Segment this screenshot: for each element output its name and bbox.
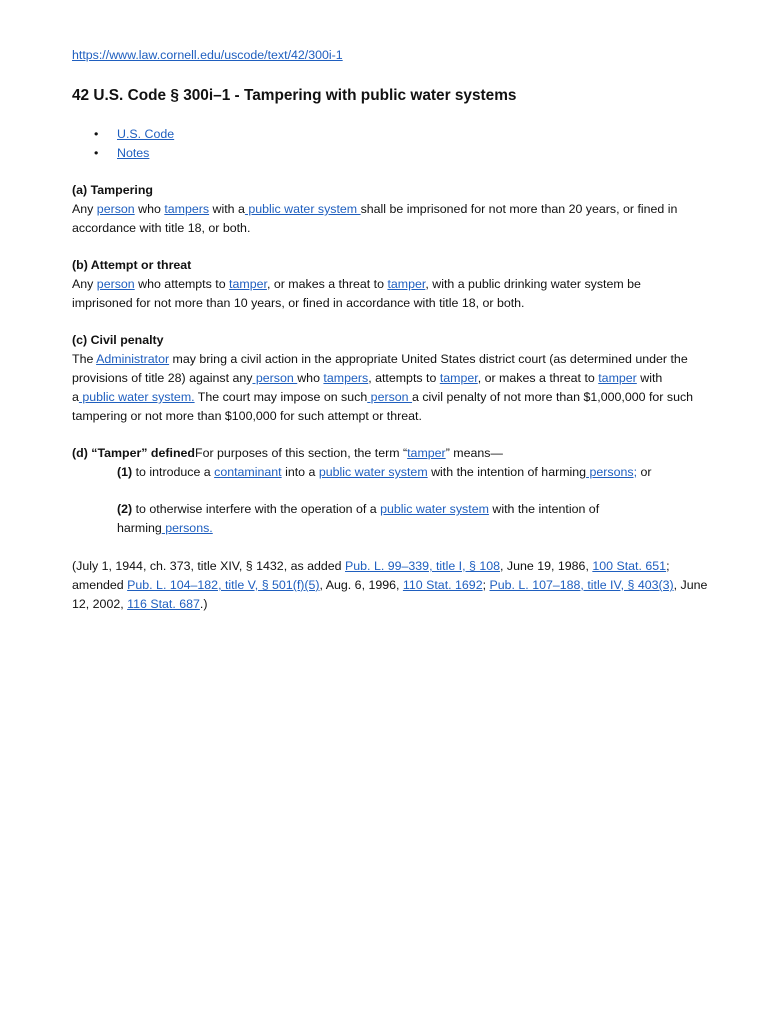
history-line-3 <box>72 595 208 614</box>
text: a <box>72 390 79 404</box>
text: with the intention of <box>488 502 600 516</box>
pub-law-107-188-link[interactable]: Pub. L. 107–188, title IV, § 403(3) <box>489 578 674 592</box>
persons-link[interactable]: persons. <box>161 521 213 535</box>
text: shall be imprisoned for not more than 20 years, or fined in <box>360 202 678 216</box>
text: .) <box>199 597 208 611</box>
text: with a <box>209 202 245 216</box>
text: into a <box>281 465 319 479</box>
nav-item-notes <box>72 144 174 163</box>
public-water-system-link[interactable]: public water system. <box>78 390 195 404</box>
page-title: 42 U.S. Code § 300i–1 - Tampering with public water systems <box>72 87 517 104</box>
text: ; <box>482 578 490 592</box>
stat-100-651-link[interactable]: 100 Stat. 651 <box>592 559 667 573</box>
text: or <box>637 465 652 479</box>
person-link[interactable]: person <box>96 202 135 216</box>
section-a-line-2: accordance with title 18, or both. <box>72 221 251 235</box>
text: , with a public drinking water system be <box>425 277 641 291</box>
definition-item-2-line-2 <box>117 519 213 538</box>
section-a-line-1 <box>72 200 677 219</box>
text: who <box>297 371 324 385</box>
text: ” means— <box>445 446 503 460</box>
section-c-line-1 <box>72 350 688 369</box>
section-b-heading: (b) Attempt or threat <box>72 258 192 272</box>
source-url-link[interactable]: https://www.law.cornell.edu/uscode/text/42/300i-1 <box>72 48 343 62</box>
tamper-link[interactable]: tamper <box>407 446 446 460</box>
history-line-2 <box>72 576 707 595</box>
section-d-heading: (d) “Tamper” defined <box>72 446 195 460</box>
tamper-link[interactable]: tamper <box>439 371 478 385</box>
item-number: (1) <box>117 465 133 479</box>
nav-list <box>72 125 174 163</box>
contaminant-link[interactable]: contaminant <box>214 465 282 479</box>
text: with the intention of harming <box>427 465 587 479</box>
persons-link[interactable]: persons; <box>586 465 638 479</box>
section-c-line-3 <box>72 388 693 407</box>
nav-item-us-code <box>72 125 174 144</box>
section-c-heading: (c) Civil penalty <box>72 333 164 347</box>
text: to introduce a <box>132 465 215 479</box>
text: , attempts to <box>368 371 440 385</box>
section-b-line-2: imprisoned for not more than 10 years, or fined in accordance with title 18, or both. <box>72 296 525 310</box>
text: provisions of title 28) against any <box>72 371 253 385</box>
administrator-link[interactable]: Administrator <box>96 352 170 366</box>
item-number: (2) <box>117 502 133 516</box>
text: The <box>72 352 97 366</box>
text: who <box>134 202 165 216</box>
tamper-link[interactable]: tamper <box>229 277 267 291</box>
text: with <box>636 371 663 385</box>
pub-law-104-182-link[interactable]: Pub. L. 104–182, title V, § 501(f)(5) <box>127 578 320 592</box>
definition-item-1 <box>117 463 652 482</box>
source-url-line <box>72 46 343 65</box>
section-b-line-1 <box>72 275 641 294</box>
stat-110-1692-link[interactable]: 110 Stat. 1692 <box>402 578 483 592</box>
text: , June 19, 1986, <box>500 559 593 573</box>
tampers-link[interactable]: tampers <box>164 202 210 216</box>
definition-item-2-line-1 <box>117 500 599 519</box>
text: who attempts to <box>134 277 230 291</box>
text: ; <box>666 559 670 573</box>
person-link[interactable]: person <box>367 390 413 404</box>
text: amended <box>72 578 128 592</box>
text: harming <box>117 521 162 535</box>
public-water-system-link[interactable]: public water system <box>318 465 428 479</box>
text: (July 1, 1944, ch. 373, title XIV, § 1432, as added <box>72 559 346 573</box>
tamper-link[interactable]: tamper <box>598 371 637 385</box>
pub-law-99-339-link[interactable]: Pub. L. 99–339, title I, § 108 <box>345 559 501 573</box>
notes-link[interactable]: Notes <box>117 146 150 160</box>
section-c-line-2 <box>72 369 662 388</box>
text: to otherwise interfere with the operation of a <box>132 502 381 516</box>
public-water-system-link[interactable]: public water system <box>380 502 489 516</box>
tampers-link[interactable]: tampers <box>323 371 369 385</box>
text: may bring a civil action in the appropriate United States district court (as determined under the <box>169 352 688 366</box>
text: a civil penalty of not more than $1,000,000 for such <box>412 390 694 404</box>
public-water-system-link[interactable]: public water system <box>244 202 361 216</box>
text: For purposes of this section, the term “ <box>195 446 408 460</box>
text: , or makes a threat to <box>266 277 388 291</box>
us-code-link[interactable]: U.S. Code <box>117 127 175 141</box>
person-link[interactable]: person <box>252 371 298 385</box>
tamper-link[interactable]: tamper <box>387 277 426 291</box>
text: , June <box>673 578 708 592</box>
person-link[interactable]: person <box>96 277 135 291</box>
section-d-line-1 <box>72 444 503 463</box>
text: Any <box>72 202 97 216</box>
text: , Aug. 6, 1996, <box>319 578 403 592</box>
section-a-heading: (a) Tampering <box>72 183 154 197</box>
stat-116-687-link[interactable]: 116 Stat. 687 <box>127 597 200 611</box>
text: The court may impose on such <box>194 390 368 404</box>
text: Any <box>72 277 97 291</box>
section-c-line-4: tampering or not more than $100,000 for such attempt or threat. <box>72 409 422 423</box>
text: , or makes a threat to <box>477 371 599 385</box>
text: 12, 2002, <box>72 597 128 611</box>
history-line-1 <box>72 557 670 576</box>
